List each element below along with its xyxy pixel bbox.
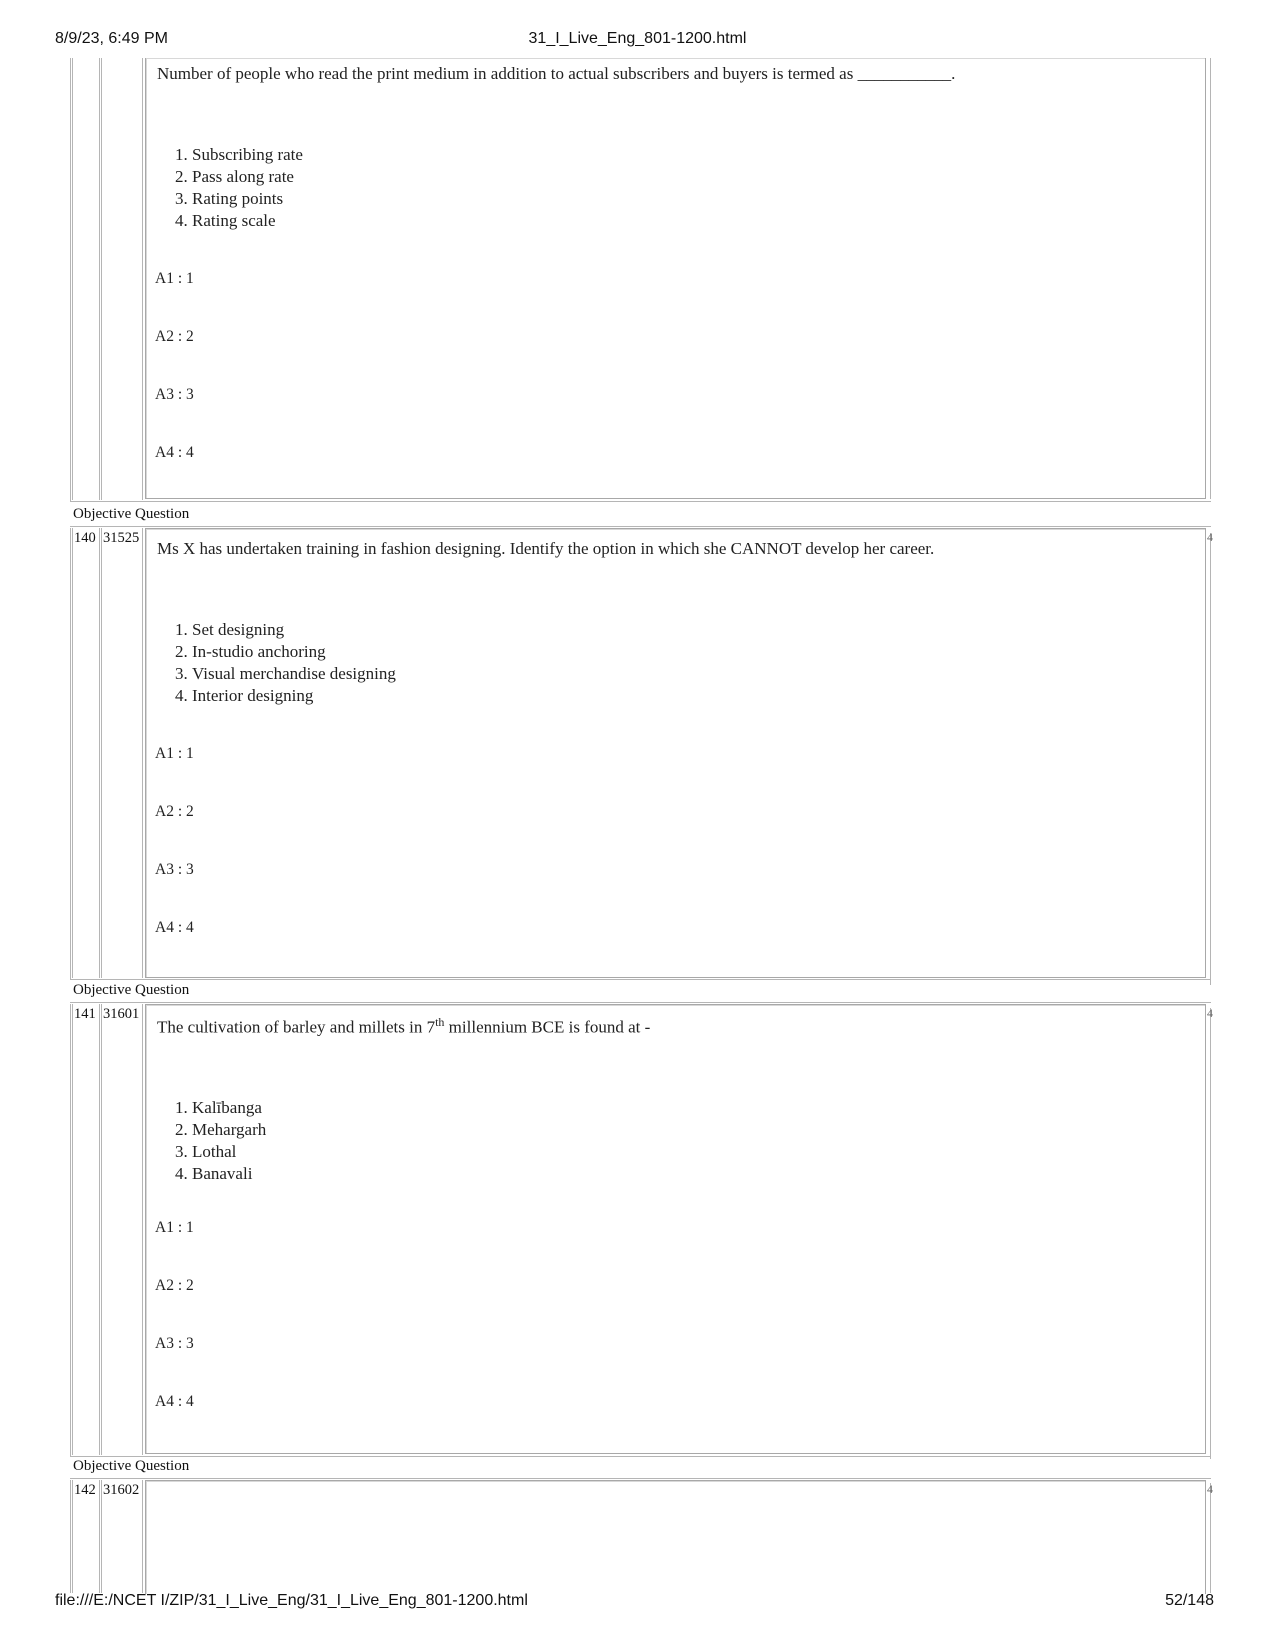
answer-key: A2 : 2	[155, 803, 194, 820]
edge-mark: 4	[1207, 530, 1213, 544]
question-text: Ms X has undertaken training in fashion designing. Identify the option in which she CANNOT develop her career.	[157, 539, 935, 558]
qid-column-divider	[101, 1480, 102, 1593]
question-type-label: Objective Question	[73, 1458, 190, 1474]
sno-column-divider	[99, 1480, 100, 1593]
qid-column-divider	[101, 58, 102, 500]
question-id: 31525	[103, 530, 140, 546]
qid-column-divider	[142, 528, 143, 978]
table-left-border	[72, 528, 73, 978]
options-list	[158, 144, 303, 232]
option: 1. Kalībanga	[192, 1097, 266, 1119]
table-left-border	[70, 528, 71, 980]
answer-key: A1 : 1	[155, 1219, 194, 1236]
answer-key: A1 : 1	[155, 745, 194, 762]
qid-column-divider	[142, 58, 143, 500]
sno-column-divider	[99, 1004, 100, 1455]
answer-key: A2 : 2	[155, 328, 194, 345]
answer-key: A1 : 1	[155, 270, 194, 287]
sno-column-divider	[99, 58, 100, 500]
question-id: 31602	[103, 1482, 140, 1498]
sno-column-divider	[99, 528, 100, 978]
table-right-border	[1210, 533, 1211, 985]
option: 3. Visual merchandise designing	[192, 663, 396, 685]
edge-mark: 4	[1207, 1006, 1213, 1020]
table-left-border	[70, 1480, 71, 1593]
question-serial: 142	[74, 1482, 96, 1498]
table-left-border	[72, 1480, 73, 1593]
question-box-140	[145, 528, 1206, 978]
file-path: file:///E:/NCET I/ZIP/31_I_Live_Eng/31_I_Live_Eng_801-1200.html	[55, 1592, 528, 1609]
question-text-part: The cultivation of barley and millets in 7	[157, 1017, 436, 1037]
row-divider	[70, 526, 1211, 527]
qid-column-divider	[142, 1004, 143, 1455]
document-title: 31_I_Live_Eng_801-1200.html	[528, 30, 747, 47]
question-serial: 141	[74, 1006, 96, 1022]
table-right-border	[1210, 1008, 1211, 1459]
answer-key: A4 : 4	[155, 444, 194, 461]
question-serial: 140	[74, 530, 96, 546]
row-divider	[70, 501, 1211, 502]
question-type-label: Objective Question	[73, 982, 190, 998]
option: 4. Interior designing	[192, 685, 396, 707]
question-text-part: millennium BCE is found at -	[444, 1017, 651, 1037]
table-left-border	[70, 1004, 71, 1457]
answer-key: A2 : 2	[155, 1277, 194, 1294]
question-text	[157, 1015, 650, 1038]
question-id: 31601	[103, 1006, 140, 1022]
question-box-141	[145, 1004, 1206, 1454]
option: 1. Subscribing rate	[192, 144, 303, 166]
table-right-border	[1210, 58, 1211, 499]
question-text: Number of people who read the print medium in addition to actual subscribers and buyers is termed as ___________.	[157, 64, 956, 83]
options-list	[158, 1097, 266, 1185]
option: 2. In-studio anchoring	[192, 641, 396, 663]
ordinal-suffix: th	[435, 1015, 445, 1029]
row-divider	[70, 1002, 1211, 1003]
question-box-139	[145, 58, 1206, 499]
row-divider	[70, 1456, 1211, 1457]
qid-column-divider	[142, 1480, 143, 1593]
answer-key: A3 : 3	[155, 861, 194, 878]
option: 4. Rating scale	[192, 210, 303, 232]
table-left-border	[72, 58, 73, 500]
option: 3. Lothal	[192, 1141, 266, 1163]
option: 2. Mehargarh	[192, 1119, 266, 1141]
table-left-border	[72, 1004, 73, 1455]
answer-key: A3 : 3	[155, 1335, 194, 1352]
table-left-border	[70, 58, 71, 502]
print-date: 8/9/23, 6:49 PM	[55, 30, 168, 47]
option: 3. Rating points	[192, 188, 303, 210]
qid-column-divider	[101, 528, 102, 978]
question-type-label: Objective Question	[73, 506, 190, 522]
options-list	[158, 619, 396, 707]
answer-key: A4 : 4	[155, 1393, 194, 1410]
qid-column-divider	[101, 1004, 102, 1455]
row-divider	[70, 979, 1211, 980]
option: 4. Banavali	[192, 1163, 266, 1185]
answer-key: A4 : 4	[155, 919, 194, 936]
edge-mark: 4	[1207, 1482, 1213, 1496]
answer-key: A3 : 3	[155, 386, 194, 403]
option: 1. Set designing	[192, 619, 396, 641]
question-box-142	[145, 1480, 1206, 1594]
option: 2. Pass along rate	[192, 166, 303, 188]
page-number: 52/148	[1165, 1592, 1214, 1609]
table-right-border	[1210, 1483, 1211, 1593]
row-divider	[70, 1478, 1211, 1479]
